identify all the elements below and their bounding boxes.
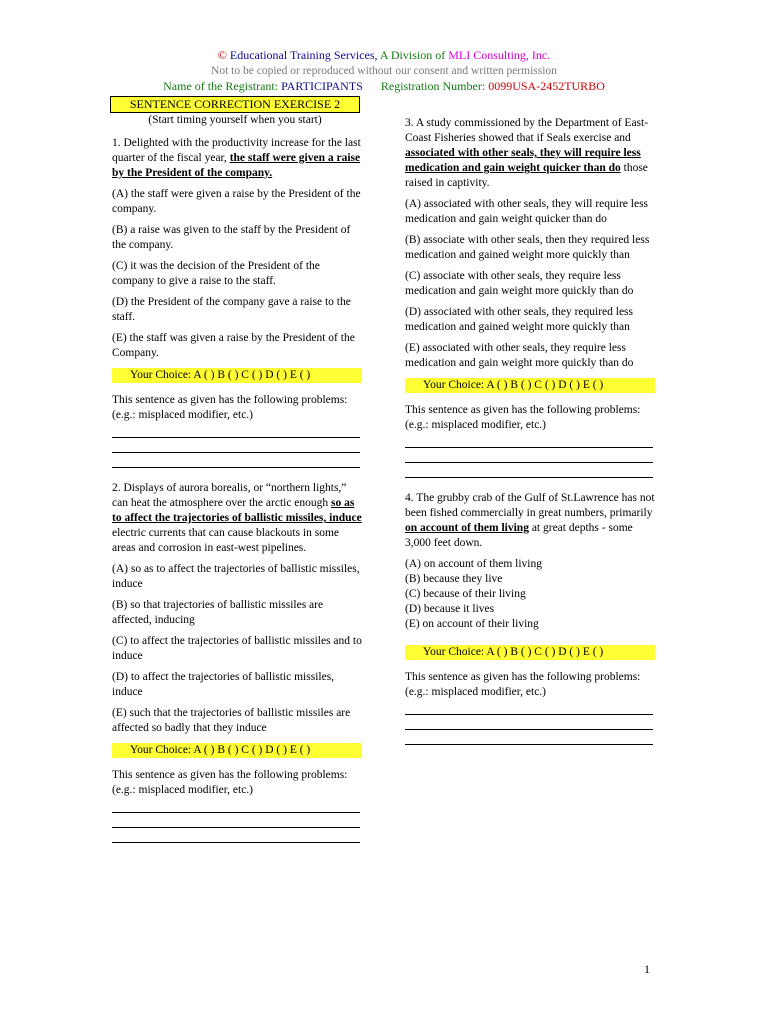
option-c: (C) to affect the trajectories of ballistic missiles and to induce [112, 635, 362, 662]
option-d: (D) to affect the trajectories of ballistic missiles, induce [112, 671, 335, 698]
option-a: (A) associated with other seals, they will require less medication and gain weight quicker than do [405, 198, 649, 225]
choice-row[interactable]: Your Choice: A ( ) B ( ) C ( ) D ( ) E ( ) [405, 645, 655, 660]
division-text: A Division of [379, 48, 446, 62]
option-e: (E) the staff was given a raise by the President of the Company. [112, 332, 355, 359]
option-c: (C) it was the decision of the President of the company to give a raise to the staff. [112, 260, 320, 287]
answer-line[interactable] [112, 438, 360, 453]
option-b: (B) associate with other seals, then they required less medication and gained weight more quickly than [405, 234, 650, 261]
choice-row[interactable]: Your Choice: A ( ) B ( ) C ( ) D ( ) E ( ) [112, 743, 362, 758]
question-stem: 3. A study commissioned by the Department of East-Coast Fisheries showed that if Seals exercise and associated with other seals, they will require less medication and gain weight quicker than do those raised in captivity. [405, 117, 649, 189]
problems-prompt: This sentence as given has the following problems: (e.g.: misplaced modifier, etc.) [112, 394, 348, 421]
question-3 [405, 116, 655, 478]
option-e: (E) associated with other seals, they require less medication and gain weight more quickly than do [405, 342, 634, 369]
header-line-1 [0, 48, 768, 63]
exercise-title: SENTENCE CORRECTION EXERCISE 2 [110, 96, 360, 113]
answer-line[interactable] [112, 813, 360, 828]
parent-company: MLI Consulting, Inc. [448, 48, 551, 62]
answer-line[interactable] [405, 700, 653, 715]
problems-prompt: This sentence as given has the following problems: (e.g.: misplaced modifier, etc.) [405, 404, 641, 431]
registrant-line [0, 79, 768, 94]
option-d: (D) because it lives [405, 603, 495, 615]
question-stem: 1. Delighted with the productivity increase for the last quarter of the fiscal year, the staff were given a raise by the President of the company. [112, 137, 361, 179]
answer-line[interactable] [405, 463, 653, 478]
option-c: (C) associate with other seals, they require less medication and gain weight more quickly than do [405, 270, 634, 297]
answer-line[interactable] [112, 453, 360, 468]
underlined-portion: so as to affect the trajectories of ballistic missiles, induce [112, 497, 362, 524]
question-stem: 4. The grubby crab of the Gulf of St.Lawrence has not been fished commercially in great numbers, primarily on account of them living at great depths - some 3,000 feet down. [405, 492, 655, 549]
option-e: (E) on account of their living [405, 618, 539, 630]
choice-row[interactable]: Your Choice: A ( ) B ( ) C ( ) D ( ) E ( ) [405, 378, 655, 393]
option-a: (A) the staff were given a raise by the President of the company. [112, 188, 361, 215]
question-stem: 2. Displays of aurora borealis, or “northern lights,” can heat the atmosphere over the arctic enough so as to affect the trajectories of ballistic missiles, induce electric currents that can cause blackouts in some areas and corrosion in east-west pipelines. [112, 482, 362, 554]
option-d: (D) associated with other seals, they required less medication and gained weight more quickly than [405, 306, 634, 333]
question-2 [112, 481, 362, 843]
page-number: 1 [644, 962, 650, 976]
problems-prompt: This sentence as given has the following problems: (e.g.: misplaced modifier, etc.) [112, 769, 348, 796]
copyright-symbol: © [217, 48, 227, 62]
underlined-portion: on account of them living [405, 522, 529, 534]
underlined-portion: the staff were given a raise by the President of the company. [112, 152, 361, 179]
option-d: (D) the President of the company gave a raise to the staff. [112, 296, 351, 323]
choice-row[interactable]: Your Choice: A ( ) B ( ) C ( ) D ( ) E ( ) [112, 368, 362, 383]
answer-line[interactable] [112, 798, 360, 813]
option-a: (A) so as to affect the trajectories of ballistic missiles, induce [112, 563, 360, 590]
option-e: (E) such that the trajectories of ballistic missiles are affected so badly that they induce [112, 707, 351, 734]
timing-note: (Start timing yourself when you start) [148, 114, 322, 126]
left-column [112, 136, 362, 843]
answer-line[interactable] [112, 423, 360, 438]
right-column [405, 116, 655, 745]
answer-line[interactable] [405, 715, 653, 730]
answer-line[interactable] [405, 448, 653, 463]
copyright-notice: Not to be copied or reproduced without our consent and written permission [211, 65, 557, 77]
answer-line[interactable] [112, 828, 360, 843]
option-b: (B) because they live [405, 573, 503, 585]
underlined-portion: associated with other seals, they will require less medication and gain weight quicker than do [405, 147, 641, 174]
option-a: (A) on account of them living [405, 558, 543, 570]
answer-line[interactable] [405, 433, 653, 448]
answer-line[interactable] [405, 730, 653, 745]
regnum-value: 0099USA-2452TURBO [488, 79, 605, 93]
question-4 [405, 491, 655, 745]
registrant-value: PARTICIPANTS [281, 79, 363, 93]
company-name: Educational Training Services, [229, 48, 378, 62]
option-b: (B) a raise was given to the staff by the President of the company. [112, 224, 351, 251]
regnum-label: Registration Number: [380, 79, 486, 93]
option-c: (C) because of their living [405, 588, 526, 600]
question-1 [112, 136, 362, 468]
option-b: (B) so that trajectories of ballistic missiles are affected, inducing [112, 599, 324, 626]
problems-prompt: This sentence as given has the following problems: (e.g.: misplaced modifier, etc.) [405, 671, 641, 698]
registrant-label: Name of the Registrant: [163, 79, 279, 93]
